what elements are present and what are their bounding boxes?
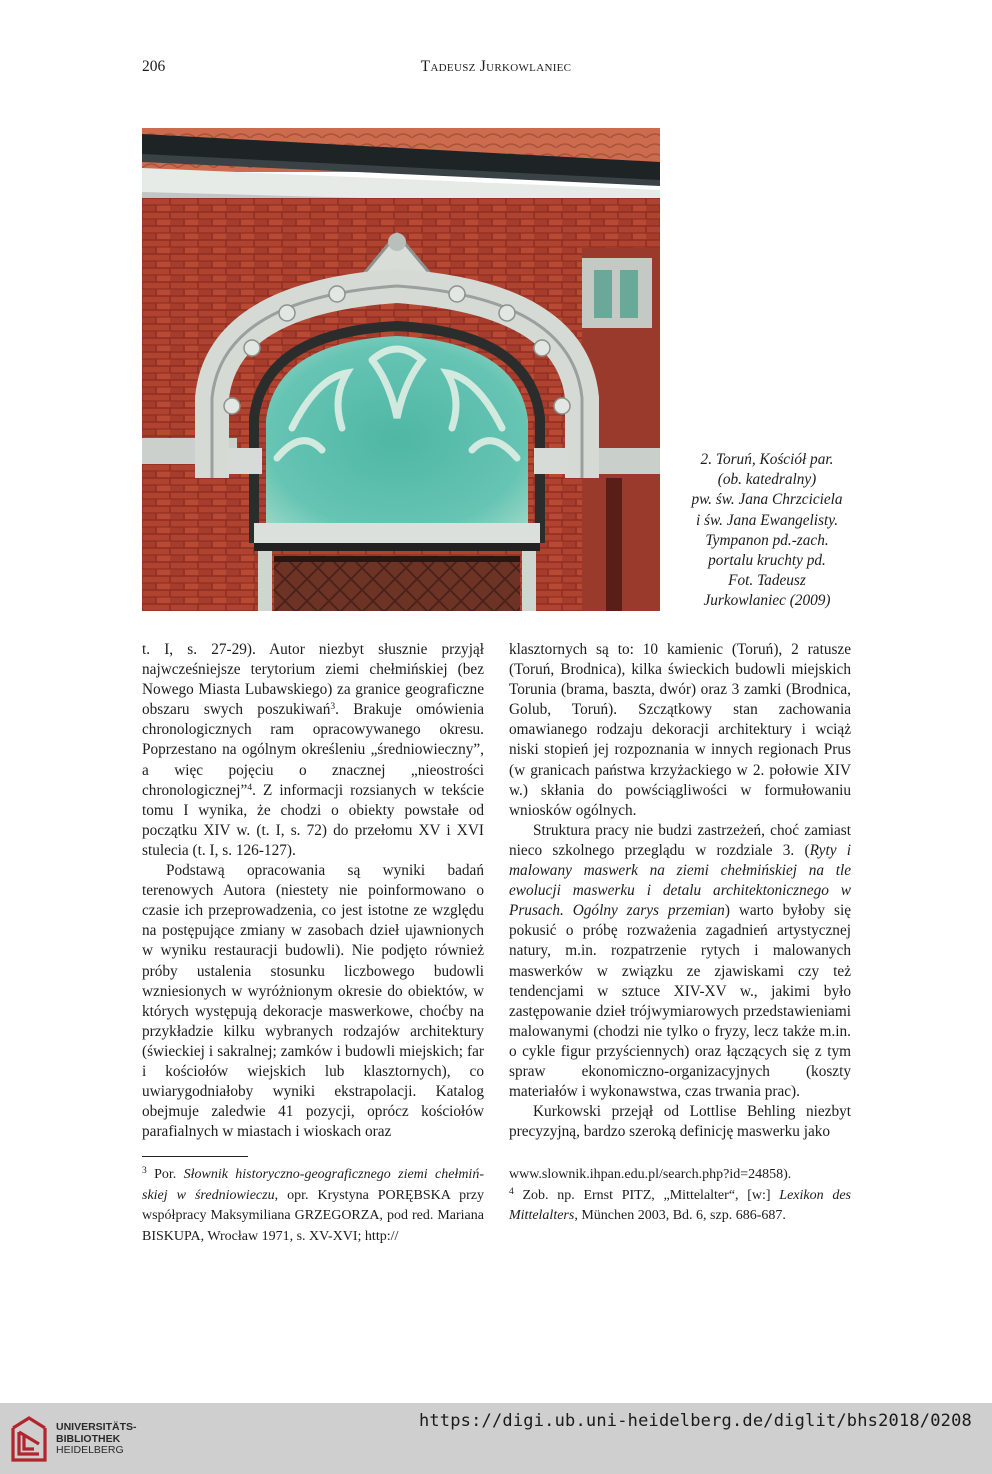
paragraph <box>509 1165 851 1186</box>
body-column-left <box>142 640 484 1142</box>
paragraph <box>142 1165 484 1247</box>
text-run: ) warto byłoby się pokusić o próbę rozważenia zagadnień artystycznej natury, m.in. rozpatrzenie rytych i malowanych maswerków w związku ze zjawiskami czy też tendencjami w sztuce XIV-XV w., jakimi było zastępowanie dzieł trójwymiarowych przedstawieniami malowanymi (chodzi nie tylko o fryzy, lecz także m.in. o cykle figur przyściennych) oraz łączących się z tym spraw ekonomiczno-organizacyjnych (koszty materiałów i wykonawstwa, czas trwania prac). <box>509 902 851 1101</box>
italic-text: Słownik historyczno-geograficznego ziemi chełmińskiej w średniowieczu <box>142 1167 484 1203</box>
footnotes-left <box>142 1165 484 1247</box>
paragraph <box>509 1102 851 1142</box>
text-run: www.slownik.ihpan.edu.pl/search.php?id=24858). <box>509 1167 792 1182</box>
library-logo-icon[interactable] <box>10 1414 48 1464</box>
text-run: Kurkowski przejął od Lottlise Behling niezbyt precyzyjną, bardzo szeroką definicję maswerku jako <box>509 1103 851 1141</box>
text-run: Podstawą opracowania są wyniki badań terenowych Autora (niestety nie poinformowano o czasie ich przeprowadzenia, co jest istotne ze względu na postępujące zmiany w zasobach dzieł ujawnionych w wyniku restauracji budowli). Nie podjęto również próby ustalenia stosunku liczbowego budowli wzniesionych w wyróżnionym okresie do obiektów, w których występują dekoracje maswerkowe, choćby na przykładzie kilku wybranych rodzajów architektury (świeckiej i sakralnej; zamków i budowli miejskich; far i kościołów wiejskich lub klasztornych), co uwiarygodniałoby wyniki ekstrapolacji. Katalog obejmuje zaledwie 41 pozycji, oprócz kościołów parafialnych w miastach i wioskach oraz <box>142 862 484 1141</box>
paragraph <box>142 861 484 1142</box>
page-number: 206 <box>142 58 166 75</box>
paragraph <box>509 1186 851 1227</box>
caption-line: i św. Jana Ewangelisty. <box>695 511 839 529</box>
italic-text: Ryty i malowany maswerk na ziemi chełmińskiej na tle ewolucji maswerku i detalu architektonicznego w Prusach. Ogólny zarys przemian <box>509 841 851 920</box>
body-column-right <box>509 640 851 1142</box>
text-run: klasztornych są to: 10 kamienic (Toruń), 2 ratusze (Toruń, Brodnica), kilka świeckich budowli miejskich Torunia (brama, baszta, dwór) oraz 3 zamki (Brodnica, Golub, Toruń). Szczątkowy stan zachowania omawianego rodzaju dekoracji architektury i wciąż niski stopień jej rozpoznania w innych regionach Prus (w granicach państwa krzyżackiego w 2. połowie XIV w.) skłania do powściągliwości w formułowaniu wniosków ogólnych. <box>509 641 851 819</box>
footnote-rule <box>142 1156 248 1157</box>
text-run: Zob. np. Ernst PITZ, „Mittelalter“, [w:] <box>513 1187 780 1203</box>
footnote-ref: 4 <box>509 1186 514 1197</box>
library-name-line: HEIDELBERG <box>56 1444 124 1456</box>
running-head: Tadeusz Jurkowlaniec <box>420 58 572 75</box>
paragraph <box>142 640 484 861</box>
footnote-ref: 3 <box>142 1166 147 1176</box>
caption-line: Fot. Tadeusz <box>728 572 806 590</box>
caption-line: (ob. katedralny) <box>717 471 817 489</box>
library-name-line: BIBLIOTHEK <box>56 1432 121 1445</box>
text-run: t. I, s. 27-29). Autor niezbyt słusznie przyjął najwcześniejsze terytorium ziemi chełmińskiej (bez Nowego Miasta Lubawskiego) za granice geograficzne obszaru swych poszukiwań <box>142 641 484 719</box>
library-name <box>56 1422 137 1457</box>
footer-bar <box>0 1403 992 1474</box>
paragraph <box>509 821 851 1102</box>
figure-caption <box>672 450 862 612</box>
text-run: Struktura pracy nie budzi zastrzeżeń, choć zamiast nieco szkolnego przeglądu w rozdziale 3. ( <box>509 821 851 859</box>
caption-line: pw. św. Jana Chrzciciela <box>691 491 843 509</box>
figure-photo-portal <box>142 128 660 611</box>
footnotes-right <box>509 1165 851 1227</box>
italic-text: Lexikon des Mittelalters <box>509 1187 851 1223</box>
caption-line: portalu kruchty pd. <box>708 552 826 570</box>
text-run: . Brakuje omówienia chronologicznych ram opracowywanego okresu. Poprzestano na ogólnym określeniu „średniowieczny”, a więc pojęciu o znacznej „nieostrości chronologicznej” <box>142 701 484 799</box>
text-run: , opr. Krystyna PORĘBSKA przy współpracy Maksymiliana GRZEGORZA, pod red. Mariana BISKUPA, Wrocław 1971, s. XV-XVI; http:// <box>142 1187 485 1244</box>
text-run: . Z informacji rozsianych w tekście tomu I wynika, że chodzi o obiekty powstałe od początku XIV w. (t. I, s. 72) do przełomu XV i XVI stulecia (t. I, s. 126-127). <box>142 781 484 859</box>
permalink-url[interactable]: https://digi.ub.uni-heidelberg.de/diglit/bhs2018/0208 <box>418 1411 972 1431</box>
text-run: , München 2003, Bd. 6, szp. 686-687. <box>574 1208 786 1223</box>
library-name-line: UNIVERSITÄTS- <box>56 1421 137 1433</box>
footnote-ref: 3 <box>330 702 336 713</box>
caption-line: Tympanon pd.-zach. <box>705 531 829 549</box>
footnote-ref: 4 <box>247 782 253 793</box>
caption-line: Jurkowlaniec (2009) <box>703 592 831 610</box>
paragraph <box>509 640 851 821</box>
caption-line: 2. Toruń, Kościół par. <box>700 451 834 468</box>
text-run: Por. <box>146 1167 184 1182</box>
